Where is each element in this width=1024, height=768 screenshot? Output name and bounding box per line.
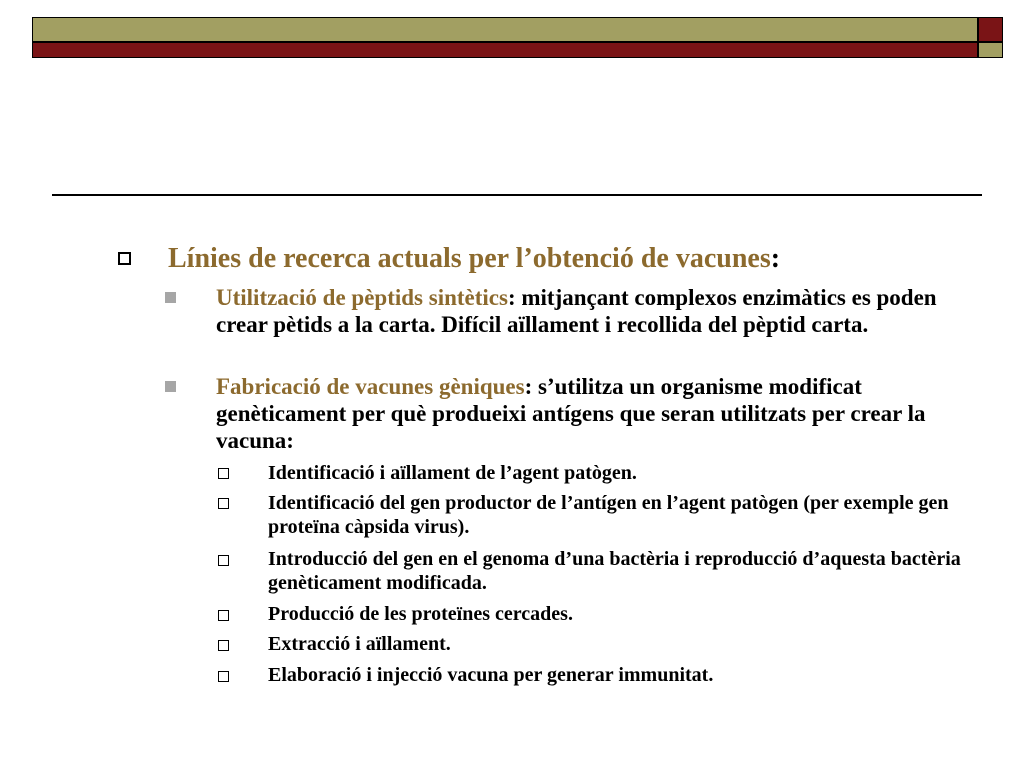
hollow-square-bullet-icon [118, 252, 131, 265]
subpoint-vacunes-geniques [216, 373, 976, 454]
step-item: Producció de les proteïnes cercades. [268, 603, 573, 625]
header-square-olive [978, 42, 1003, 58]
subpoint-text: : mitjançant complexos enzimàtics es poden crear pètids a la carta. Difícil aïllament i recollida del pèptid carta. [216, 285, 937, 337]
header-square-red [978, 17, 1003, 42]
subpoint-label: Fabricació de vacunes gèniques [216, 374, 525, 399]
step-item: Elaboració i injecció vacuna per generar immunitat. [268, 664, 714, 686]
step-item: Introducció del gen en el genoma d’una bactèria i reproducció d’aquesta bactèria genèticament modificada. [268, 548, 961, 594]
main-point-suffix: : [770, 243, 781, 274]
header-bar-olive [32, 17, 978, 42]
step-item: Identificació i aïllament de l’agent patògen. [268, 462, 637, 484]
hollow-square-bullet-icon [218, 498, 229, 509]
hollow-square-bullet-icon [218, 468, 229, 479]
step-item: Identificació del gen productor de l’antígen en l’agent patògen (per exemple gen proteïna càpsida virus). [268, 492, 949, 538]
step-item: Extracció i aïllament. [268, 633, 451, 655]
filled-square-bullet-icon [165, 381, 176, 392]
main-point [168, 244, 968, 274]
subpoint-text: : s’utilitza un organisme modificat genèticament per què produeixi antígens que seran utilitzats per crear la vacuna: [216, 374, 926, 453]
hollow-square-bullet-icon [218, 640, 229, 651]
subpoint-peptids [216, 284, 976, 338]
hollow-square-bullet-icon [218, 610, 229, 621]
subpoint-label: Utilització de pèptids sintètics [216, 285, 508, 310]
hollow-square-bullet-icon [218, 555, 229, 566]
header-bar-red [32, 42, 978, 58]
hollow-square-bullet-icon [218, 671, 229, 682]
filled-square-bullet-icon [165, 292, 176, 303]
main-point-label: Línies de recerca actuals per l’obtenció de vacunes [168, 243, 771, 274]
title-divider [52, 194, 982, 196]
